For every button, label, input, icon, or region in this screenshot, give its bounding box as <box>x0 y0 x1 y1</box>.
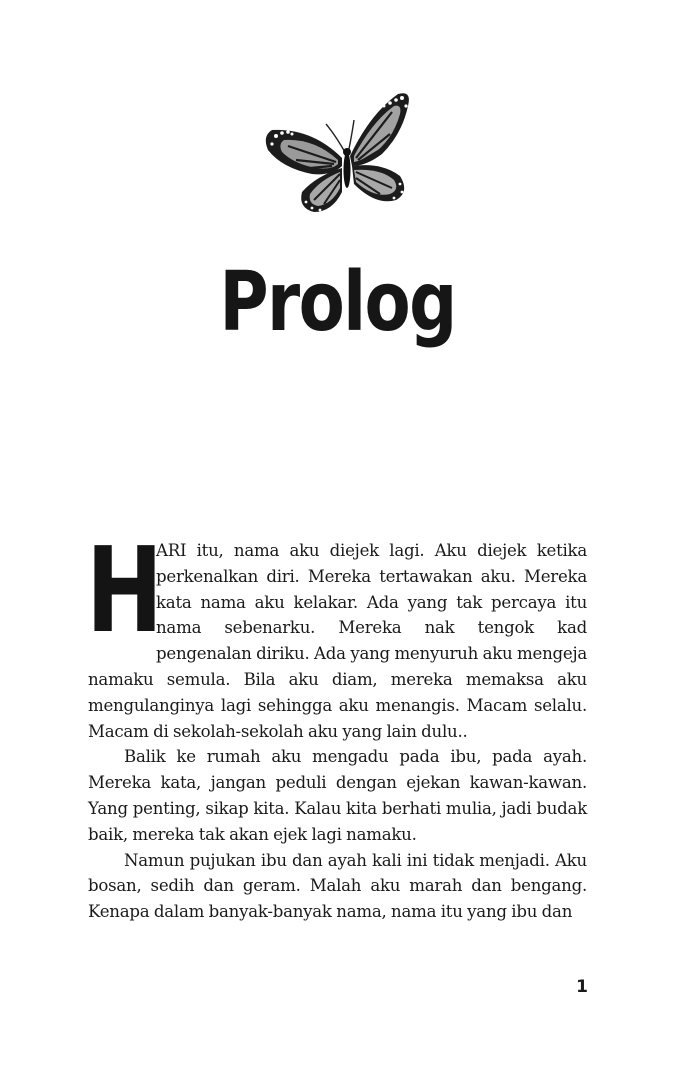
drop-cap: H <box>86 521 163 659</box>
paragraph: Namun pujukan ibu dan ayah kali ini tidak menjadi. Aku bosan, sedih dan geram. Malah aku marah dan bengang. Kenapa dalam banyak-banyak nama, nama itu yang ibu dan <box>88 850 587 922</box>
chapter-body <box>86 521 587 925</box>
paragraph <box>86 521 587 744</box>
butterfly-icon <box>262 84 414 220</box>
chapter-title: Prolog <box>219 255 456 350</box>
paragraph: Balik ke rumah aku mengadu pada ibu, pada ayah. Mereka kata, jangan peduli dengan ejekan kawan-kawan. Yang penting, sikap kita. Kalau kita berhati mulia, jadi budak baik, mereka tak akan ejek lagi namaku. <box>88 747 587 844</box>
page-number: 1 <box>576 977 588 997</box>
paragraph-text: ARI itu, nama aku diejek lagi. Aku diejek ketika perkenalkan diri. Mereka tertawakan aku. Mereka kata nama aku kelakar. Ada yang tak percaya itu nama sebenarku. Mereka nak tengok kad pengenalan diriku. Ada yang menyuruh aku mengeja namaku semula. Bila aku diam, mereka memaksa aku mengulanginya lagi sehingga aku menangis. Macam selalu. Macam di sekolah-sekolah aku yang lain dulu.. <box>88 541 587 741</box>
